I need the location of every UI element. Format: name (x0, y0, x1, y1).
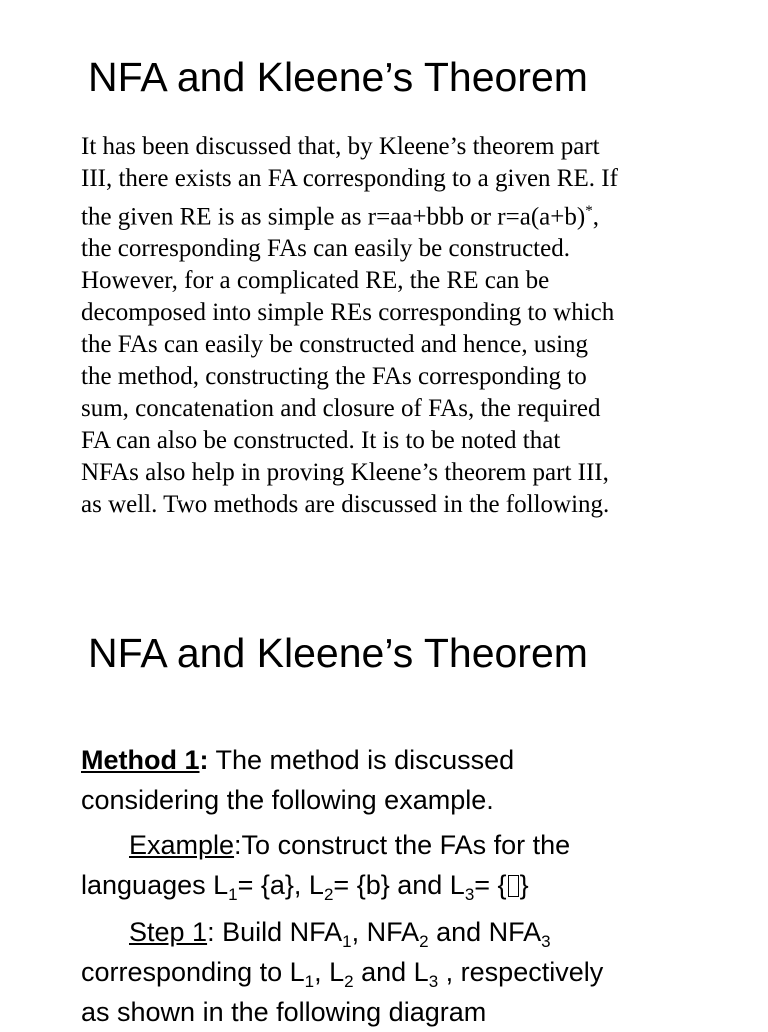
step-text: and L (353, 957, 429, 987)
subscript: 3 (464, 885, 475, 904)
method-text: The method is discussed (208, 745, 515, 775)
paragraph-line-tail: , (592, 203, 599, 231)
paragraph-line: as well. Two methods are discussed in the following. (81, 491, 610, 519)
step-label: Step 1 (129, 917, 208, 947)
step-text: corresponding to L (81, 957, 305, 987)
example-line (81, 825, 761, 865)
subscript: 1 (228, 885, 238, 904)
subscript: 1 (304, 972, 315, 991)
step-text: , NFA (351, 917, 420, 947)
paragraph-line: FA can also be constructed. It is to be noted that (81, 427, 561, 455)
paragraph-line: sum, concatenation and closure of FAs, the required (81, 395, 601, 423)
paragraph-line (81, 195, 741, 233)
method-label: Method 1 (81, 745, 200, 775)
subscript: 2 (344, 972, 354, 991)
subscript: 2 (419, 932, 429, 951)
method-block (81, 740, 761, 820)
step-line: as shown in the following diagram (81, 997, 487, 1027)
languages-line (81, 865, 761, 905)
example-text: :To construct the FAs for the (234, 830, 571, 860)
languages-text: languages L (81, 870, 229, 900)
subscript: 1 (342, 932, 352, 951)
slide-title: NFA and Kleene’s Theorem (88, 630, 588, 676)
step-block (81, 912, 761, 1032)
step-text: , respectively (438, 957, 604, 987)
paragraph-line: NFAs also help in proving Kleene’s theorem part III, (81, 459, 609, 487)
paragraph-line: III, there exists an FA corresponding to a given RE. If (81, 165, 618, 192)
paragraph-line: the corresponding FAs can easily be constructed. (81, 235, 570, 263)
step-line (81, 912, 761, 952)
missing-glyph-icon (508, 875, 519, 897)
method-line (81, 740, 761, 780)
method-line: considering the following example. (81, 785, 494, 815)
example-label: Example (129, 830, 235, 860)
subscript: 3 (428, 972, 439, 991)
step-text: and NFA (428, 917, 542, 947)
subscript: 3 (541, 932, 551, 951)
paragraph-line: decomposed into simple REs corresponding to which (81, 299, 615, 327)
example-block (81, 825, 761, 905)
languages-text: = {a}, L (237, 870, 324, 900)
step-text: , L (314, 957, 345, 987)
intro-paragraph (81, 131, 741, 521)
languages-text: } (519, 870, 529, 900)
languages-text: = {b} and L (333, 870, 465, 900)
languages-text: = { (474, 870, 507, 900)
paragraph-line: However, for a complicated RE, the RE can be (81, 267, 550, 295)
step-text: : Build NFA (207, 917, 343, 947)
paragraph-line: It has been discussed that, by Kleene’s theorem part (81, 133, 600, 160)
step-line (81, 952, 761, 992)
subscript: 2 (323, 885, 334, 904)
paragraph-line-text: the given RE is as simple as r=aa+bbb or r=a(a+b) (81, 203, 586, 231)
paragraph-line: the method, constructing the FAs corresponding to (81, 363, 587, 391)
kleene-star: * (585, 203, 593, 219)
slide-title: NFA and Kleene’s Theorem (88, 54, 588, 100)
paragraph-line: the FAs can easily be constructed and hence, using (81, 331, 589, 359)
method-colon: : (199, 745, 209, 775)
